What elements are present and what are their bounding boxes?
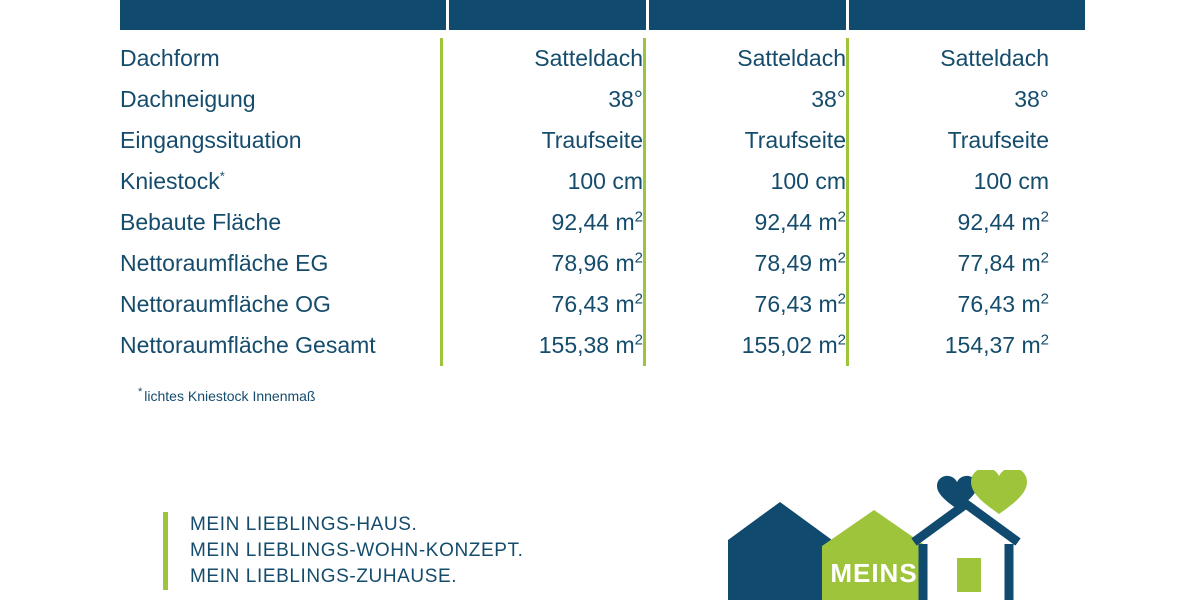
footnote [138, 388, 315, 404]
row-label: Bebaute Fläche [120, 209, 282, 235]
spec-table-body [120, 38, 1129, 366]
row-value-variant-2: 38° [645, 79, 848, 120]
spec-table-container [120, 38, 1085, 363]
row-value-variant-3 [848, 284, 1130, 325]
table-row [120, 284, 1129, 325]
row-value-variant-3 [848, 243, 1130, 284]
row-label: Nettoraumfläche OG [120, 291, 331, 317]
table-header-bar [120, 0, 1085, 30]
unit-exponent: 2 [837, 290, 846, 308]
unit-exponent: 2 [634, 290, 643, 308]
row-value-variant-2: Satteldach [645, 38, 848, 79]
value-number: 92,44 m [957, 209, 1041, 235]
spec-table [120, 38, 1129, 366]
value-number: 92,44 m [551, 209, 635, 235]
table-row [120, 120, 1129, 161]
row-label: Dachform [120, 45, 220, 71]
table-row [120, 325, 1129, 366]
claim-block [163, 512, 524, 590]
table-row [120, 243, 1129, 284]
row-value-variant-3 [848, 202, 1130, 243]
footnote-text: lichtes Kniestock Innenmaß [144, 388, 316, 404]
row-value-variant-2 [645, 284, 848, 325]
house-dark-icon [728, 502, 832, 600]
row-value-variant-1 [442, 325, 645, 366]
value-number: 154,37 m [944, 332, 1041, 358]
unit-exponent: 2 [1040, 331, 1049, 349]
unit-exponent: 2 [837, 208, 846, 226]
unit-exponent: 2 [837, 331, 846, 349]
row-value-variant-3: Satteldach [848, 38, 1130, 79]
claim-line-1: MEIN LIEBLINGS-HAUS. [190, 514, 418, 535]
value-number: 155,02 m [741, 332, 838, 358]
row-label: Nettoraumfläche EG [120, 250, 329, 276]
row-value-variant-1: 38° [442, 79, 645, 120]
unit-exponent: 2 [634, 331, 643, 349]
row-value-variant-3: Traufseite [848, 120, 1130, 161]
row-value-variant-1: 100 cm [442, 161, 645, 202]
footnote-marker: * [219, 168, 225, 184]
unit-exponent: 2 [1040, 208, 1049, 226]
heart-green-icon [971, 470, 1027, 514]
unit-exponent: 2 [634, 249, 643, 267]
unit-exponent: 2 [634, 208, 643, 226]
claim-line-2: MEIN LIEBLINGS-WOHN-KONZEPT. [190, 540, 524, 561]
value-number: 78,49 m [754, 250, 838, 276]
unit-exponent: 2 [1040, 290, 1049, 308]
row-label-kniestock [120, 161, 442, 202]
row-value-variant-3 [848, 325, 1130, 366]
row-label: Dachneigung [120, 86, 256, 112]
row-label: Eingangssituation [120, 127, 302, 153]
value-number: 77,84 m [957, 250, 1041, 276]
row-value-variant-2 [645, 243, 848, 284]
row-value-variant-1: Satteldach [442, 38, 645, 79]
logo-svg [718, 470, 1028, 600]
table-row [120, 202, 1129, 243]
value-number: 76,43 m [754, 291, 838, 317]
footnote-star: * [138, 386, 143, 399]
row-value-variant-1 [442, 243, 645, 284]
unit-exponent: 2 [837, 249, 846, 267]
row-value-variant-3: 100 cm [848, 161, 1130, 202]
header-separator-3 [846, 0, 849, 30]
row-value-variant-2 [645, 325, 848, 366]
value-number: 76,43 m [957, 291, 1041, 317]
header-separator-1 [446, 0, 449, 30]
value-number: 76,43 m [551, 291, 635, 317]
value-number: 155,38 m [538, 332, 635, 358]
row-value-variant-3: 38° [848, 79, 1130, 120]
brand-logo [718, 470, 1028, 600]
row-value-variant-2: 100 cm [645, 161, 848, 202]
value-number: 92,44 m [754, 209, 838, 235]
row-value-variant-2: Traufseite [645, 120, 848, 161]
table-row [120, 38, 1129, 79]
logo-wordmark: MEINS [830, 558, 918, 588]
row-value-variant-1 [442, 202, 645, 243]
row-value-variant-2 [645, 202, 848, 243]
header-separator-2 [646, 0, 649, 30]
table-row [120, 161, 1129, 202]
claim-line-3: MEIN LIEBLINGS-ZUHAUSE. [190, 566, 458, 587]
row-value-variant-1: Traufseite [442, 120, 645, 161]
unit-exponent: 2 [1040, 249, 1049, 267]
row-label-text: Kniestock [120, 168, 220, 194]
value-number: 78,96 m [551, 250, 635, 276]
row-value-variant-1 [442, 284, 645, 325]
house-outline-icon [914, 504, 1018, 600]
table-row [120, 79, 1129, 120]
row-label: Nettoraumfläche Gesamt [120, 332, 376, 358]
